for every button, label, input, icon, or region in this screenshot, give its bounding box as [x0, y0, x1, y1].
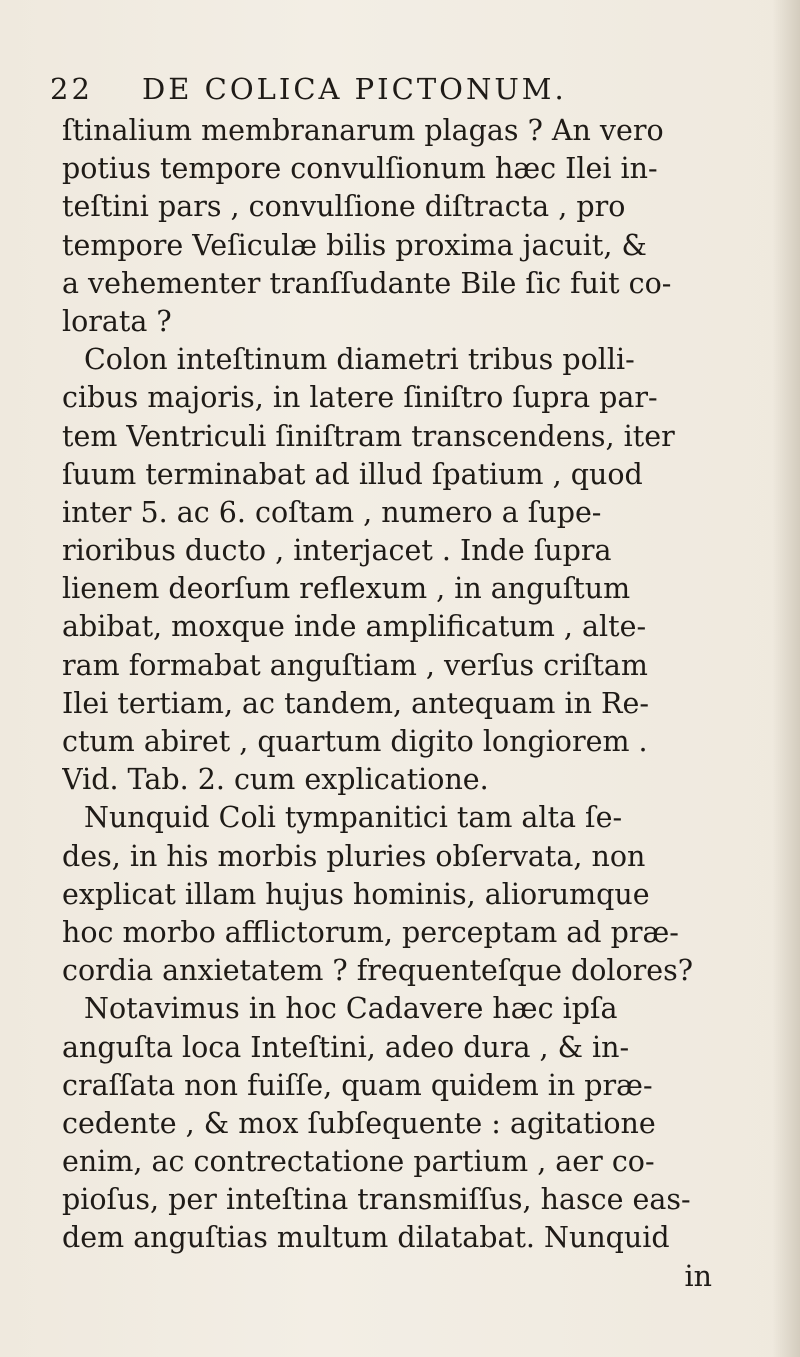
text-line: teſtini pars , convulſione diſtracta , pro: [62, 190, 626, 224]
page-header: [50, 72, 750, 112]
text-line: inter 5. ac 6. coſtam , numero a ſupe-: [62, 495, 602, 529]
text-line: lorata ?: [62, 304, 172, 338]
text-line: a vehementer tranſſudante Bile ſic fuit co-: [62, 266, 672, 300]
text-line: pioſus, per inteſtina transmiſſus, hasce eas-: [62, 1183, 691, 1217]
running-head: DE COLICA PICTONUM.: [142, 72, 567, 106]
text-line-paragraph-start: Nunquid Coli tympanitici tam alta ſe-: [84, 801, 623, 835]
text-line-paragraph-start: Colon inteſtinum diametri tribus polli-: [84, 343, 635, 377]
text-line: rioribus ducto , interjacet . Inde ſupra: [62, 534, 612, 568]
text-line: tem Ventriculi ſiniſtram transcendens, iter: [62, 419, 675, 453]
text-line: abibat, moxque inde amplificatum , alte-: [62, 610, 647, 644]
page-edge-shadow: [772, 0, 800, 1357]
page-number: 22: [50, 72, 93, 106]
text-line: ctum abiret , quartum digito longiorem .: [62, 725, 648, 758]
text-line: ſuum terminabat ad illud ſpatium , quod: [62, 457, 643, 491]
text-line: Vid. Tab. 2. cum explicatione.: [62, 763, 489, 797]
text-line: craſſata non fuiſſe, quam quidem in præ-: [62, 1068, 653, 1102]
text-line: ram formabat anguſtiam , verſus criſtam: [62, 648, 648, 682]
text-line: explicat illam hujus hominis, aliorumque: [62, 877, 650, 911]
text-line-paragraph-start: Notavimus in hoc Cadavere hæc ipſa: [84, 992, 618, 1026]
text-line: cordia anxietatem ? frequenteſque dolores?: [62, 954, 694, 988]
text-line: des, in his morbis pluries obſervata, non: [62, 839, 646, 873]
text-line: enim, ac contrectatione partium , aer co-: [62, 1145, 655, 1179]
text-line: dem anguſtias multum dilatabat. Nunquid: [62, 1221, 670, 1255]
text-line: potius tempore convulſionum hæc Ilei in-: [62, 152, 658, 186]
body-text: [62, 112, 752, 1296]
text-line: hoc morbo afflictorum, perceptam ad præ-: [62, 915, 679, 949]
text-line: anguſta loca Inteſtini, adeo dura , & in-: [62, 1030, 630, 1064]
text-line: lienem deorſum reflexum , in anguſtum: [62, 572, 631, 606]
catchword: in: [684, 1259, 712, 1293]
text-line: ſtinalium membranarum plagas ? An vero: [62, 114, 664, 147]
text-line: Ilei tertiam, ac tandem, antequam in Re-: [62, 686, 649, 720]
text-line: cibus majoris, in latere ſiniſtro ſupra par-: [62, 381, 658, 415]
text-line: tempore Veſiculæ bilis proxima jacuit, &: [62, 228, 647, 262]
text-line: cedente , & mox ſubſequente : agitatione: [62, 1106, 656, 1140]
